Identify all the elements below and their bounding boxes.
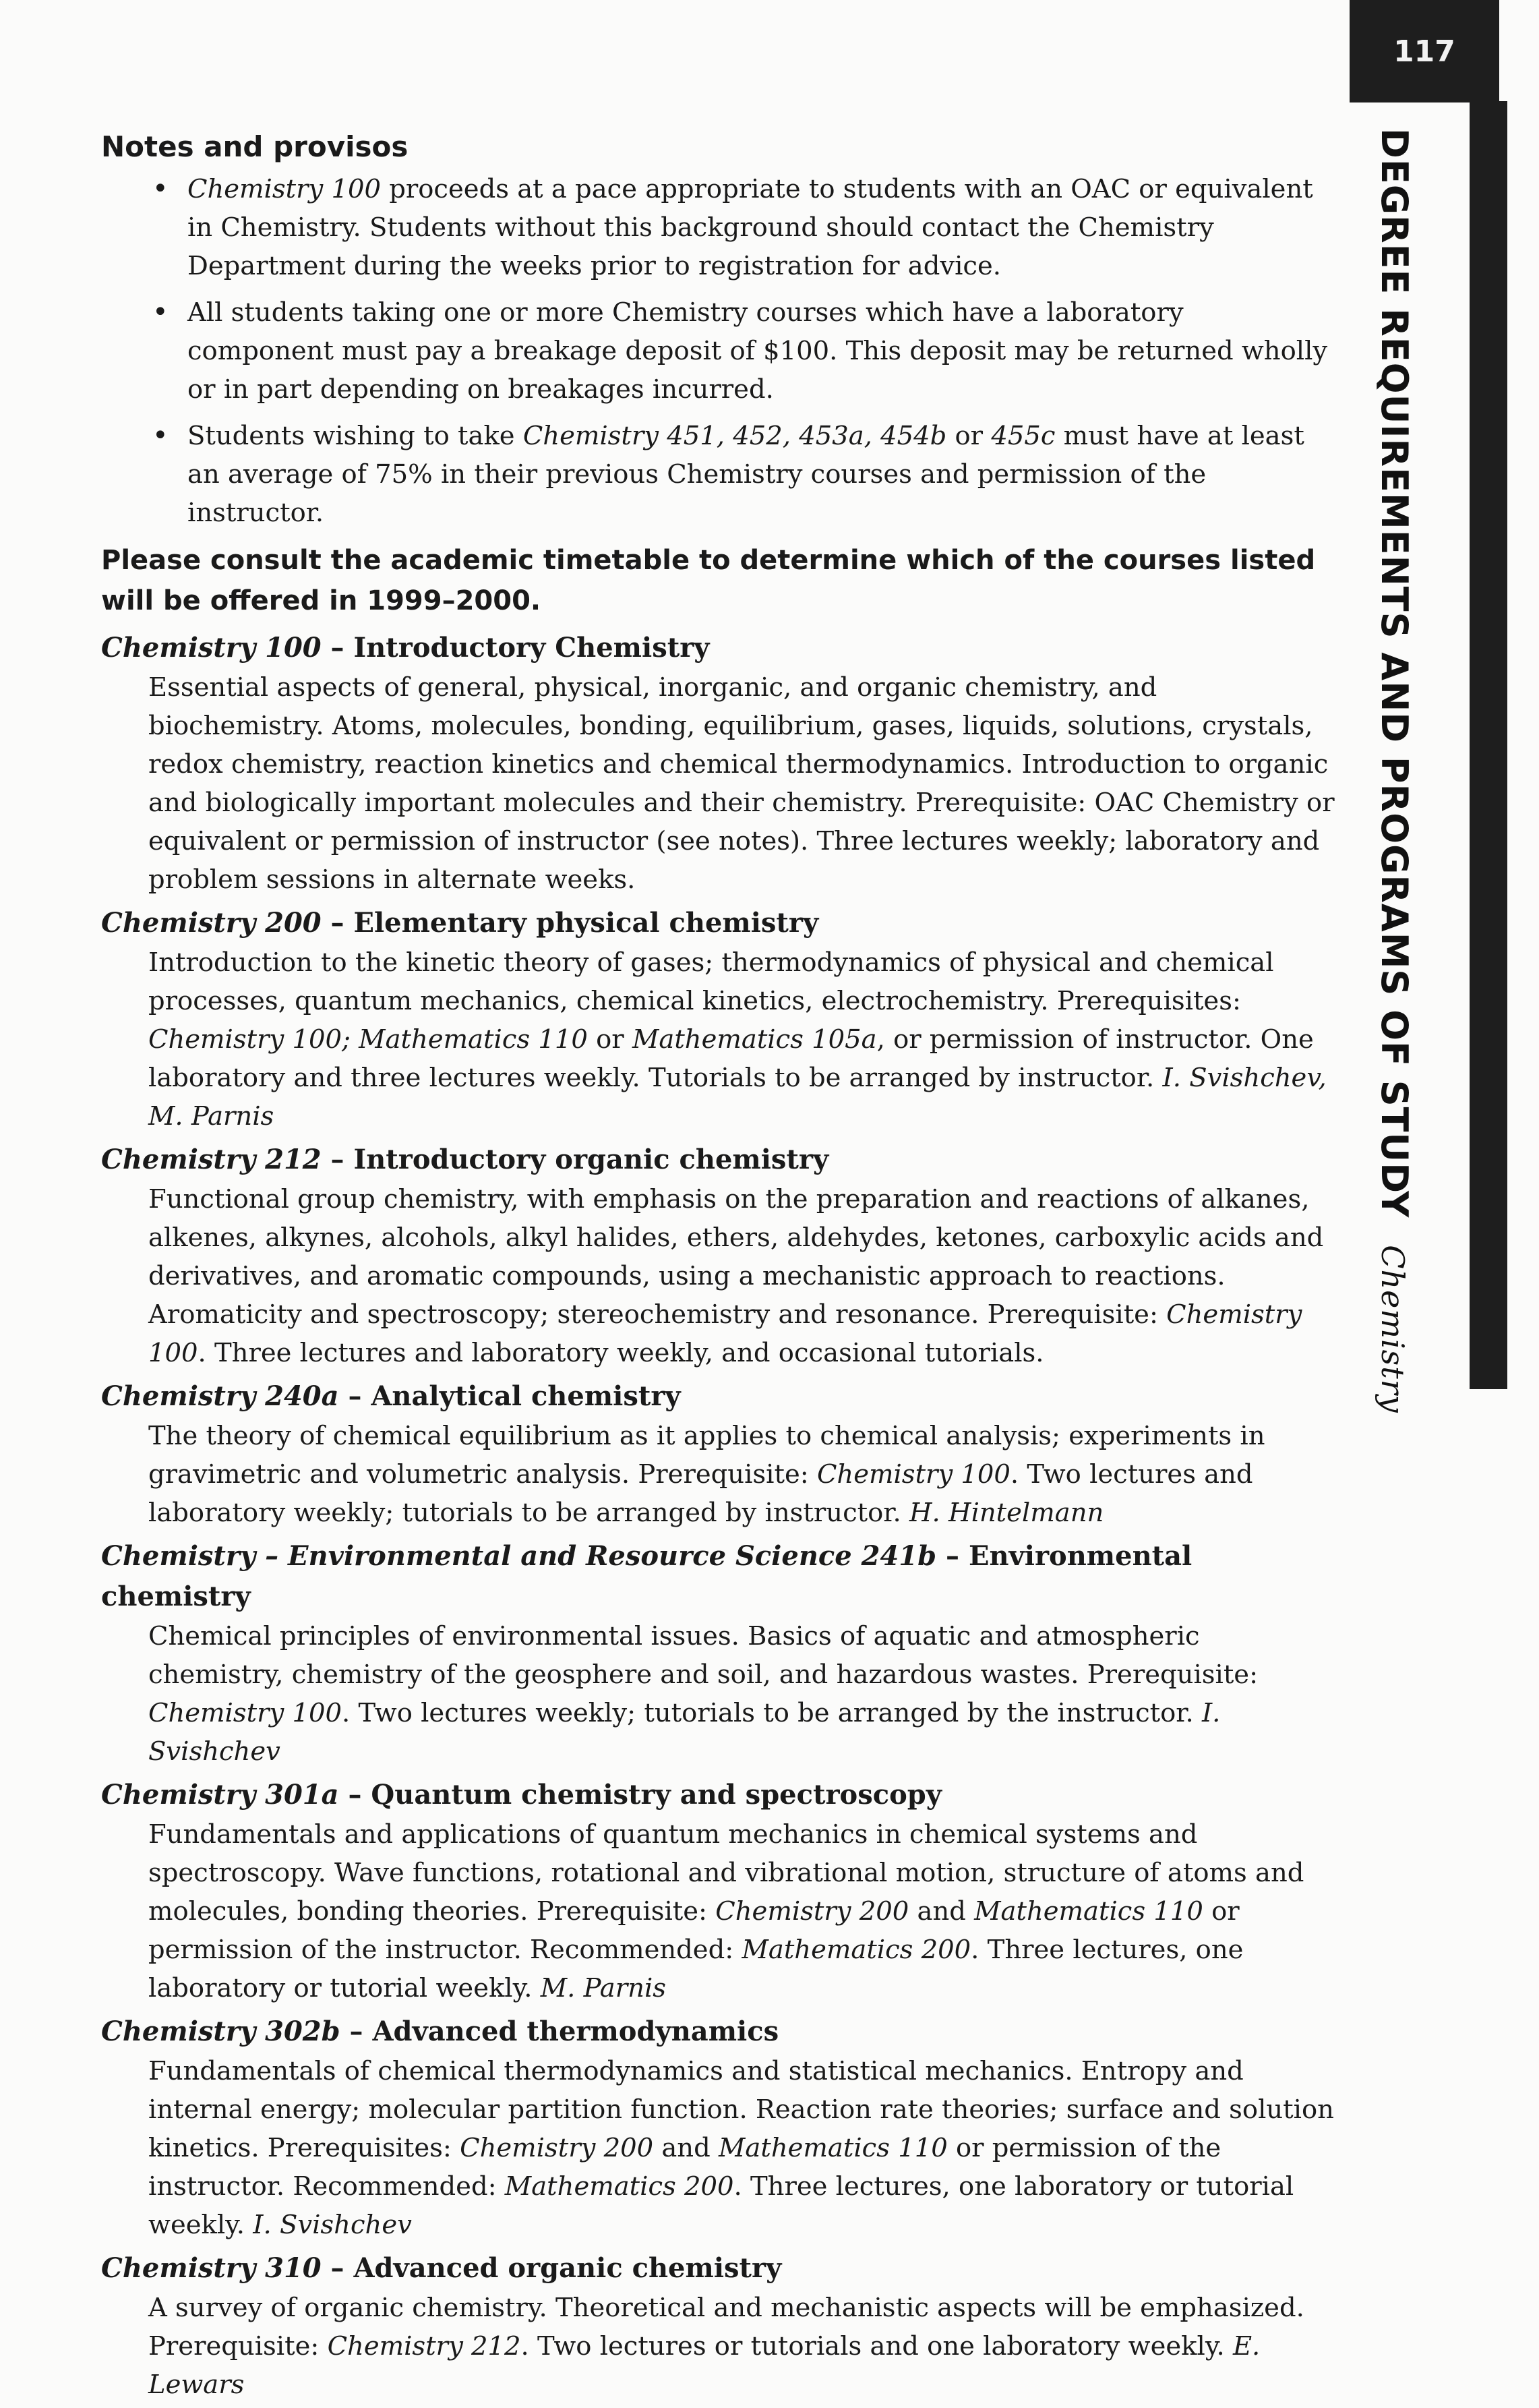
note-item <box>187 170 1335 285</box>
course-chem-100 <box>101 628 1335 899</box>
course-heading <box>101 1140 1335 1180</box>
note-text: proceeds at a pace appropriate to students with an OAC or equivalent in Chemistry. Students without this background should contact the Chemistry Department during the weeks prior to registration for advice. <box>187 174 1313 281</box>
course-description <box>148 1617 1335 1771</box>
desc-text: Fundamentals and applications of quantum mechanics in chemical systems and spectroscopy. Wave functions, rotational and vibrational motion, structure of atoms and molecules, bonding theories. Prerequisite: <box>148 1819 1304 1927</box>
desc-course-ref: Mathematics 200 <box>504 2171 734 2202</box>
note-text: or <box>946 421 992 451</box>
desc-course-ref: Mathematics 200 <box>742 1935 971 1965</box>
desc-course-ref: Chemistry 100 <box>148 1698 342 1728</box>
notes-heading: Notes and provisos <box>101 130 409 163</box>
course-chem-240a <box>101 1376 1335 1532</box>
desc-text: . Two lectures or tutorials and one laboratory weekly. <box>520 2331 1233 2361</box>
desc-text: or <box>587 1024 632 1055</box>
course-description <box>148 2289 1335 2404</box>
note-course-ref: Chemistry 451, 452, 453a, 454b <box>522 421 947 451</box>
desc-text: . Three lectures, one laboratory or tutorial weekly. <box>148 2171 1294 2240</box>
course-heading <box>101 2011 1335 2052</box>
instructor-name: I. Svishchev, M. Parnis <box>148 1063 1327 1132</box>
desc-course-ref: Mathematics 110 <box>974 1896 1203 1927</box>
note-text: Students wishing to take <box>187 421 523 451</box>
desc-course-ref: Chemistry 100; Mathematics 110 <box>148 1024 588 1055</box>
desc-course-ref: Chemistry 200 <box>715 1896 909 1927</box>
note-course-ref: 455c <box>991 421 1056 451</box>
course-heading <box>101 1376 1335 1417</box>
sidebar-bar <box>1470 101 1507 1389</box>
course-code: Chemistry 310 <box>101 2252 322 2284</box>
instructor-name: H. Hintelmann <box>909 1498 1104 1528</box>
course-heading <box>101 2248 1335 2289</box>
course-chem-212 <box>101 1140 1335 1372</box>
course-description <box>148 1180 1335 1372</box>
section-sidebar-title <box>1373 128 1416 1413</box>
course-code: Chemistry 301a <box>101 1779 339 1811</box>
desc-text: Fundamentals of chemical thermodynamics and statistical mechanics. Entropy and internal energy; molecular partition function. Reaction rate theories; surface and solution kinetics. Prerequisites: <box>148 2056 1334 2163</box>
note-item <box>187 293 1335 409</box>
note-item <box>187 417 1335 532</box>
page-number-tab <box>1350 0 1499 102</box>
course-chem-301a <box>101 1775 1335 2007</box>
timetable-note: Please consult the academic timetable to determine which of the courses listed will be offered in 1999–2000. <box>101 545 1316 616</box>
page-content <box>101 128 1335 2408</box>
desc-text: or permission of the instructor. Recommended: <box>148 1896 1240 1965</box>
course-description <box>148 1815 1335 2007</box>
course-title: – Quantum chemistry and spectroscopy <box>338 1779 942 1811</box>
course-description <box>148 943 1335 1136</box>
desc-text: , or permission of instructor. One laboratory and three lectures weekly. Tutorials to be arranged by instructor. <box>148 1024 1314 1093</box>
course-title: – Advanced thermodynamics <box>340 2016 779 2047</box>
desc-text: and <box>909 1896 975 1927</box>
instructor-name: I. Svishchev <box>253 2210 412 2240</box>
course-code: Chemistry 212 <box>101 1144 322 1175</box>
page-number: 117 <box>1393 34 1455 69</box>
instructor-name: I. Svishchev <box>148 1698 1221 1767</box>
course-chem-310 <box>101 2248 1335 2404</box>
course-heading <box>101 1775 1335 1815</box>
desc-course-ref: Chemistry 200 <box>460 2133 654 2163</box>
course-chem-241b <box>101 1536 1335 1771</box>
course-heading <box>101 628 1335 668</box>
desc-text: . Two lectures weekly; tutorials to be arranged by the instructor. <box>341 1698 1202 1728</box>
course-code: Chemistry 302b <box>101 2016 340 2047</box>
section-title: DEGREE REQUIREMENTS AND PROGRAMS OF STUDY <box>1373 128 1416 1218</box>
course-heading <box>101 903 1335 943</box>
course-chem-302b <box>101 2011 1335 2244</box>
note-course-ref: Chemistry 100 <box>187 174 381 204</box>
desc-text: and <box>653 2133 719 2163</box>
course-title: – Introductory organic chemistry <box>321 1144 829 1175</box>
note-text: must have at least an average of 75% in their previous Chemistry courses and permission of the instructor. <box>187 421 1304 528</box>
desc-text: . Three lectures and laboratory weekly, and occasional tutorials. <box>198 1338 1044 1368</box>
course-heading <box>101 1536 1335 1617</box>
course-title: – Analytical chemistry <box>338 1380 681 1412</box>
course-title: – Advanced organic chemistry <box>321 2252 782 2284</box>
desc-text: Chemical principles of environmental issues. Basics of aquatic and atmospheric chemistry, chemistry of the geosphere and soil, and hazardous wastes. Prerequisite: <box>148 1621 1259 1690</box>
course-chem-200 <box>101 903 1335 1136</box>
desc-text: or permission of the instructor. Recommended: <box>148 2133 1221 2202</box>
desc-course-ref: Mathematics 110 <box>718 2133 948 2163</box>
course-title: – Elementary physical chemistry <box>321 907 819 939</box>
desc-text: A survey of organic chemistry. Theoretical and mechanistic aspects will be emphasized. Prerequisite: <box>148 2293 1304 2361</box>
course-code: Chemistry 100 <box>101 632 322 664</box>
course-description: Essential aspects of general, physical, inorganic, and organic chemistry, and biochemistry. Atoms, molecules, bonding, equilibrium, gases, liquids, solutions, crystals, redox chemistry, reaction kinetics and chemical thermodynamics. Introduction to organic and biologically important molecules and their chemistry. Prerequisite: OAC Chemistry or equivalent or permission of instructor (see notes). Three lectures weekly; laboratory and problem sessions in alternate weeks. <box>148 672 1335 895</box>
course-code: Chemistry 240a <box>101 1380 339 1412</box>
section-subtitle: Chemistry <box>1375 1245 1411 1413</box>
notes-list <box>101 170 1335 532</box>
desc-course-ref: Chemistry 100 <box>148 1299 1302 1368</box>
course-title: – Environmental chemistry <box>101 1540 1193 1612</box>
desc-text: The theory of chemical equilibrium as it applies to chemical analysis; experiments in gravimetric and volumetric analysis. Prerequisite: <box>148 1421 1265 1490</box>
note-text: All students taking one or more Chemistry courses which have a laboratory component must pay a breakage deposit of $100. This deposit may be returned wholly or in part depending on breakages incurred. <box>187 297 1328 405</box>
course-title: – Introductory Chemistry <box>321 632 710 664</box>
course-code: Chemistry – Environmental and Resource Science 241b <box>101 1540 937 1572</box>
course-description <box>148 2052 1335 2244</box>
instructor-name: M. Parnis <box>540 1973 667 2003</box>
course-code: Chemistry 200 <box>101 907 322 939</box>
instructor-name: E. Lewars <box>148 2331 1261 2400</box>
course-description <box>148 1417 1335 1532</box>
desc-course-ref: Chemistry 212 <box>327 2331 521 2361</box>
desc-text: . Two lectures and laboratory weekly; tutorials to be arranged by instructor. <box>148 1459 1253 1528</box>
desc-text: Functional group chemistry, with emphasis on the preparation and reactions of alkanes, alkenes, alkynes, alcohols, alkyl halides, ethers, aldehydes, ketones, carboxylic acids and derivatives, and aromatic compounds, using a mechanistic approach to reactions. Aromaticity and spectroscopy; stereochemistry and resonance. Prerequisite: <box>148 1184 1324 1330</box>
desc-course-ref: Mathematics 105a <box>632 1024 877 1055</box>
desc-text: . Three lectures, one laboratory or tutorial weekly. <box>148 1935 1244 2003</box>
desc-text: Introduction to the kinetic theory of gases; thermodynamics of physical and chemical processes, quantum mechanics, chemical kinetics, electrochemistry. Prerequisites: <box>148 947 1274 1016</box>
desc-course-ref: Chemistry 100 <box>816 1459 1010 1490</box>
